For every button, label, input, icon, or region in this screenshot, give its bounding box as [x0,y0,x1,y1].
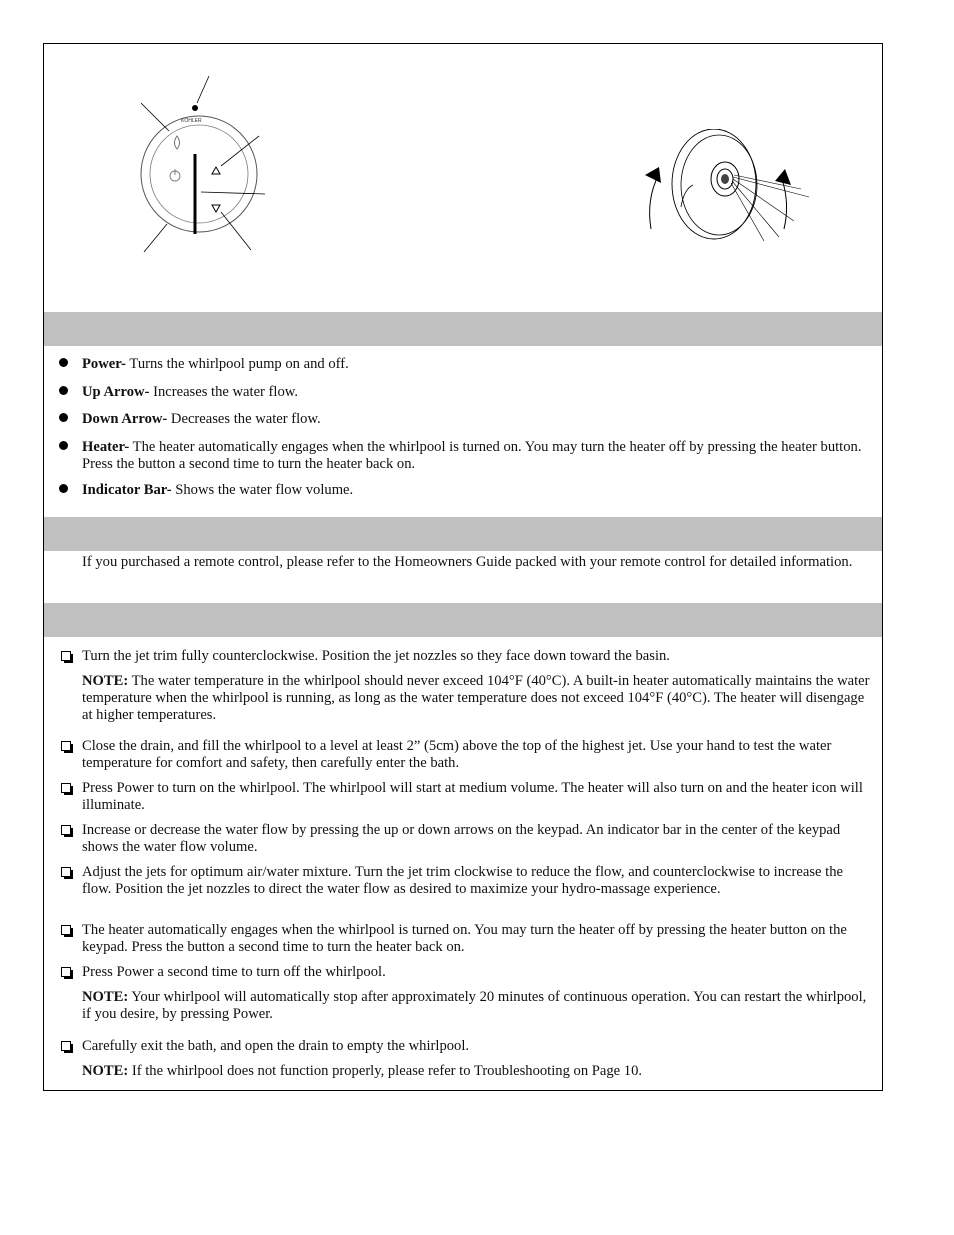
checkbox-icon [61,967,71,977]
heater-icon [175,136,180,149]
keypad-illustration [139,74,369,259]
checkbox-icon [61,651,71,661]
bullet [59,441,68,450]
control-up-arrow: Up Arrow- Increases the water flow. [82,384,299,400]
step-1-note: NOTE: The water temperature in the whirlpool should never exceed 104°F (40°C). A built-in heater automatically maintains the water temperature when the whirlpool is running, as long as the water temperature does not exceed 104°F (40°C). The heater will disengage at higher temperatures. [82,673,870,723]
checkbox-icon [61,741,71,751]
section-bar-controls [44,312,882,346]
bullet [59,386,68,395]
control-power: Power- Turns the whirlpool pump on and off. [82,356,349,372]
remote-text: If you purchased a remote control, please refer to the Homeowners Guide packed with your remote control for detailed information. [82,554,853,570]
checkbox-icon [61,867,71,877]
step-3: Press Power to turn on the whirlpool. The whirlpool will start at medium volume. The heater will also turn on and the heater icon will illuminate. [82,780,863,813]
bullet [59,413,68,422]
step-6: The heater automatically engages when the whirlpool is turned on. You may turn the heater off by pressing the heater button on the keypad. Press the button a second time to turn the heater back on. [82,922,847,955]
checkbox-icon [61,783,71,793]
bullet [59,484,68,493]
control-heater: Heater- The heater automatically engages when the whirlpool is turned on. You may turn the heater off by pressing the heater button. Press the button a second time to turn the heater back on. [82,439,862,472]
up-arrow-icon [212,167,220,174]
step-2: Close the drain, and fill the whirlpool to a level at least 2” (5cm) above the top of the highest jet. Use your hand to test the water temperature for comfort and safety, then carefully enter the bath. [82,738,832,771]
section-bar-operation [44,603,882,637]
keypad-brand: KOHLER [181,118,202,124]
step-8-note: NOTE: If the whirlpool does not function properly, please refer to Troubleshooting on Page 10. [82,1063,643,1079]
control-indicator-bar: Indicator Bar- Shows the water flow volume. [82,482,354,498]
clockwise-arrow-icon [782,179,787,229]
step-5: Adjust the jets for optimum air/water mixture. Turn the jet trim clockwise to reduce the flow, and counterclockwise to increase the flow. Position the jet nozzles to direct the water flow as desired to maximize your hydro-massage experience. [82,864,843,897]
step-7: Press Power a second time to turn off the whirlpool. [82,964,386,980]
checkbox-icon [61,1041,71,1051]
step-8: Carefully exit the bath, and open the drain to empty the whirlpool. [82,1038,470,1054]
step-4: Increase or decrease the water flow by pressing the up or down arrows on the keypad. An indicator bar in the center of the keypad shows the water flow volume. [82,822,841,855]
control-down-arrow: Down Arrow- Decreases the water flow. [82,411,321,427]
checkbox-icon [61,925,71,935]
page-frame [43,43,883,1091]
step-1: Turn the jet trim fully counterclockwise. Position the jet nozzles so they face down toward the basin. [82,648,670,664]
section-bar-remote [44,517,882,551]
step-7-note: NOTE: Your whirlpool will automatically stop after approximately 20 minutes of continuous operation. You can restart the whirlpool, if you desire, by pressing Power. [82,989,867,1022]
down-arrow-icon [212,205,220,212]
checkbox-icon [61,825,71,835]
jet-trim-illustration [639,129,819,244]
bullet [59,358,68,367]
counterclockwise-arrow-icon [650,174,659,229]
